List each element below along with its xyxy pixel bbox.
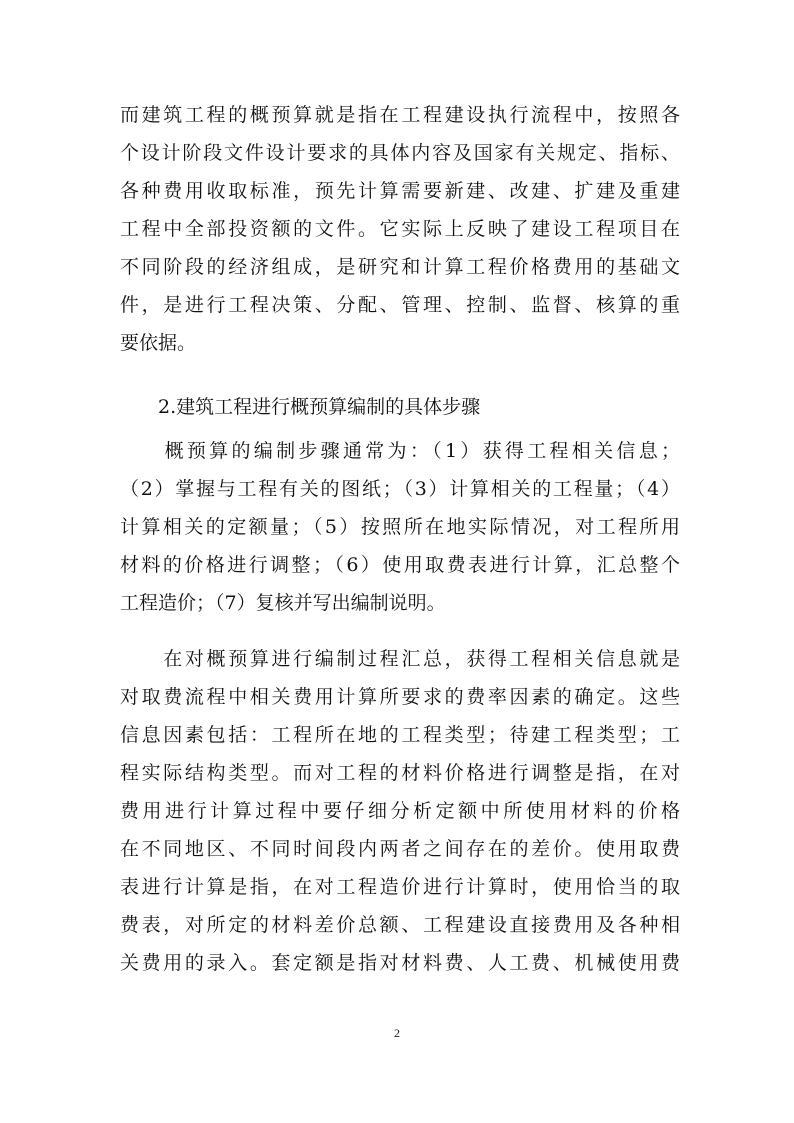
text-line: 关费用的录入。套定额是指对材料费、人工费、机械使用费 <box>120 952 680 974</box>
text-line: 在不同地区、不同时间段内两者之间存在的差价。使用取费 <box>120 838 680 860</box>
text-line: 件，是进行工程决策、分配、管理、控制、监督、核算的重 <box>120 294 680 316</box>
text-line: 材料的价格进行调整；（6）使用取费表进行计算，汇总整个 <box>120 554 680 576</box>
text-line: 工程中全部投资额的文件。它实际上反映了建设工程项目在 <box>120 218 680 240</box>
text-line: 费表，对所定的材料差价总额、工程建设直接费用及各种相 <box>120 914 680 936</box>
text-line: 概预算的编制步骤通常为：（1）获得工程相关信息； <box>120 440 680 462</box>
text-line: 个设计阶段文件设计要求的具体内容及国家有关规定、指标、 <box>120 142 680 164</box>
body-paragraph-2 <box>120 432 680 622</box>
text-line: 对取费流程中相关费用计算所要求的费率因素的确定。这些 <box>120 686 680 708</box>
text-line: 计算相关的定额量；（5）按照所在地实际情况，对工程所用 <box>120 516 680 538</box>
text-line: 不同阶段的经济组成，是研究和计算工程价格费用的基础文 <box>120 256 680 278</box>
text-line: 费用进行计算过程中要仔细分析定额中所使用材料的价格 <box>120 800 680 822</box>
section-heading-text: 2.建筑工程进行概预算编制的具体步骤 <box>120 396 481 418</box>
text-line: 各种费用收取标准，预先计算需要新建、改建、扩建及重建 <box>120 180 680 202</box>
text-line: 要依据。 <box>120 332 197 354</box>
text-line: 表进行计算是指，在对工程造价进行计算时，使用恰当的取 <box>120 876 680 898</box>
page-number: 2 <box>394 1026 400 1040</box>
body-paragraph-3 <box>120 640 680 982</box>
text-line: 工程造价；（7）复核并写出编制说明。 <box>120 592 446 614</box>
body-paragraph-1 <box>120 96 680 362</box>
text-line: 而建筑工程的概预算就是指在工程建设执行流程中，按照各 <box>120 104 680 126</box>
text-line: （2）掌握与工程有关的图纸；（3）计算相关的工程量；（4） <box>120 478 680 500</box>
text-line: 在对概预算进行编制过程汇总，获得工程相关信息就是 <box>120 648 680 670</box>
section-heading <box>120 388 680 426</box>
text-line: 信息因素包括：工程所在地的工程类型；待建工程类型；工 <box>120 724 680 746</box>
text-line: 程实际结构类型。而对工程的材料价格进行调整是指，在对 <box>120 762 680 784</box>
